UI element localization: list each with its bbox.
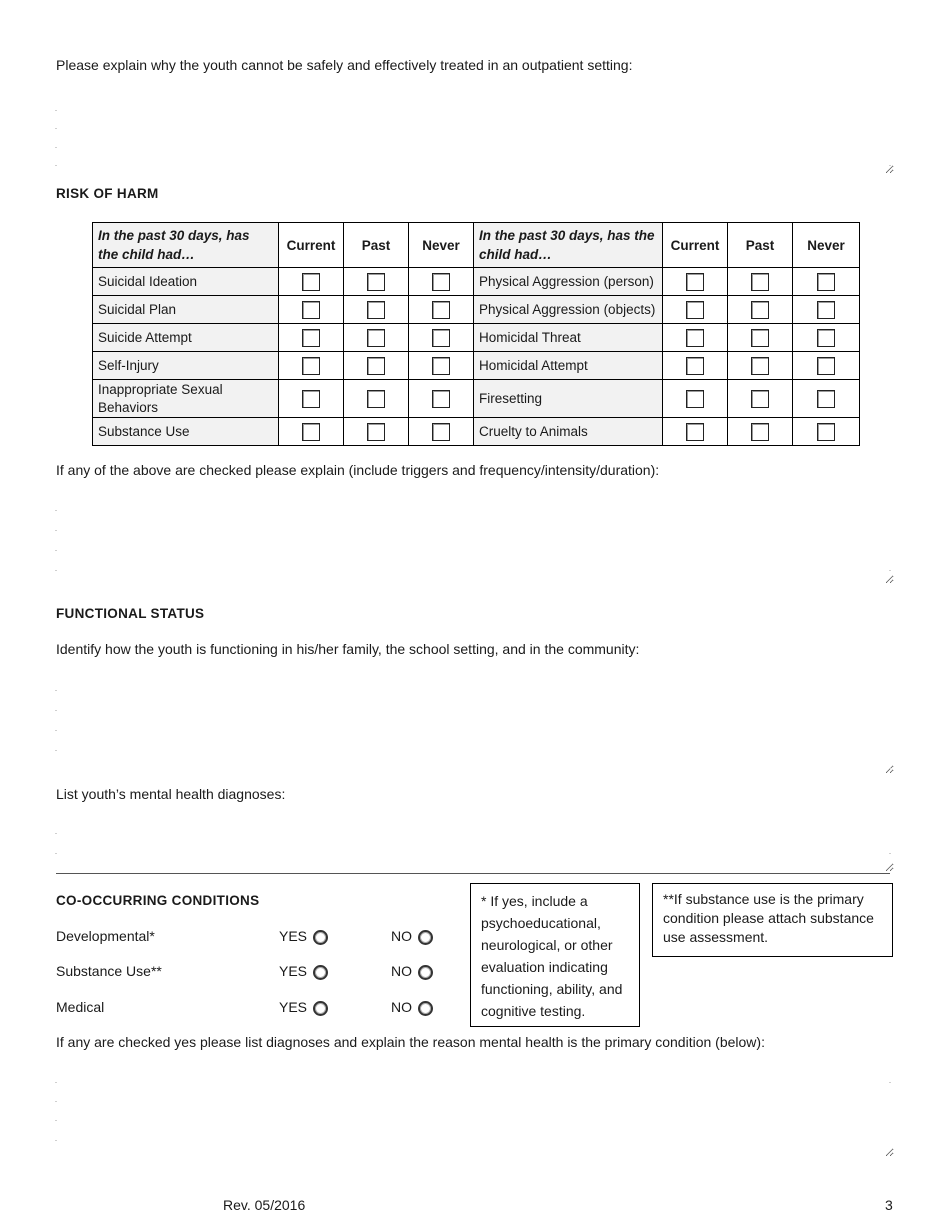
risk-item-right: Homicidal Threat: [474, 324, 663, 352]
condition-medical-label: Medical: [56, 999, 105, 1015]
developmental-note-box: * If yes, include a psychoeducational, neurological, or other evaluation indicating functioning, ability, and cognitive testing.: [470, 883, 640, 1027]
yes-label: YES: [279, 963, 308, 979]
never-checkbox[interactable]: [432, 423, 450, 441]
risk-item-right: Firesetting: [474, 380, 663, 418]
current-checkbox[interactable]: [302, 390, 320, 408]
never-checkbox[interactable]: [432, 301, 450, 319]
diagnoses-prompt: List youth’s mental health diagnoses:: [56, 786, 286, 802]
functional-status-heading: FUNCTIONAL STATUS: [56, 606, 205, 621]
past-checkbox[interactable]: [751, 329, 769, 347]
developmental-yes: [279, 928, 328, 945]
field-dot: [55, 1140, 57, 1141]
risk-header-past-left: Past: [344, 223, 409, 268]
table-row: [93, 296, 860, 324]
no-label: NO: [391, 963, 412, 979]
field-dot: [55, 147, 57, 148]
current-checkbox[interactable]: [302, 423, 320, 441]
substance-no: [391, 963, 433, 980]
field-dot: [55, 710, 57, 711]
substance-note-box: **If substance use is the primary condition please attach substance use assessment.: [652, 883, 893, 957]
never-checkbox[interactable]: [432, 329, 450, 347]
past-checkbox[interactable]: [751, 301, 769, 319]
no-label: NO: [391, 999, 412, 1015]
functional-status-field[interactable]: [56, 675, 894, 774]
field-dot: [55, 570, 57, 571]
risk-item-right: Cruelty to Animals: [474, 418, 663, 446]
current-checkbox[interactable]: [686, 390, 704, 408]
risk-item-left: Inappropriate Sexual Behaviors: [93, 380, 279, 418]
risk-item-left: Suicidal Plan: [93, 296, 279, 324]
risk-header-question-right: In the past 30 days, has the child had…: [474, 223, 663, 268]
table-row: [93, 418, 860, 446]
yes-label: YES: [279, 999, 308, 1015]
table-row: [93, 352, 860, 380]
past-checkbox[interactable]: [751, 273, 769, 291]
current-checkbox[interactable]: [686, 357, 704, 375]
medical-no-radio[interactable]: [418, 1001, 433, 1016]
risk-header-current-left: Current: [279, 223, 344, 268]
never-checkbox[interactable]: [817, 390, 835, 408]
risk-explain-prompt: If any of the above are checked please explain (include triggers and frequency/intensity/duration):: [56, 462, 660, 478]
divider: [56, 873, 890, 874]
field-dot: [889, 853, 891, 854]
field-dot: [55, 750, 57, 751]
risk-header-current-right: Current: [663, 223, 728, 268]
past-checkbox[interactable]: [751, 357, 769, 375]
co-occurring-explain-field[interactable]: [56, 1068, 894, 1157]
medical-no: [391, 999, 433, 1016]
developmental-yes-radio[interactable]: [313, 930, 328, 945]
condition-developmental-label: Developmental*: [56, 928, 155, 944]
outpatient-prompt: Please explain why the youth cannot be safely and effectively treated in an outpatient setting:: [56, 57, 633, 73]
risk-header-never-left: Never: [409, 223, 474, 268]
risk-item-right: Homicidal Attempt: [474, 352, 663, 380]
field-dot: [55, 110, 57, 111]
field-dot: [889, 1082, 891, 1083]
condition-substance-label: Substance Use**: [56, 963, 162, 979]
current-checkbox[interactable]: [302, 273, 320, 291]
field-dot: [55, 690, 57, 691]
field-dot: [55, 1101, 57, 1102]
field-dot: [889, 570, 891, 571]
current-checkbox[interactable]: [686, 273, 704, 291]
substance-no-radio[interactable]: [418, 965, 433, 980]
never-checkbox[interactable]: [817, 329, 835, 347]
never-checkbox[interactable]: [817, 423, 835, 441]
developmental-no-radio[interactable]: [418, 930, 433, 945]
past-checkbox[interactable]: [367, 357, 385, 375]
functional-status-prompt: Identify how the youth is functioning in his/her family, the school setting, and in the community:: [56, 641, 640, 657]
risk-header-never-right: Never: [793, 223, 860, 268]
never-checkbox[interactable]: [432, 273, 450, 291]
medical-yes-radio[interactable]: [313, 1001, 328, 1016]
field-dot: [889, 768, 891, 769]
page-number: 3: [885, 1197, 893, 1213]
field-dot: [55, 730, 57, 731]
table-row: [93, 324, 860, 352]
risk-item-right: Physical Aggression (person): [474, 268, 663, 296]
risk-item-left: Suicidal Ideation: [93, 268, 279, 296]
substance-yes-radio[interactable]: [313, 965, 328, 980]
current-checkbox[interactable]: [302, 301, 320, 319]
never-checkbox[interactable]: [817, 301, 835, 319]
risk-of-harm-table: [92, 222, 860, 446]
field-dot: [55, 550, 57, 551]
risk-header-question-left: In the past 30 days, has the child had…: [93, 223, 279, 268]
medical-yes: [279, 999, 328, 1016]
developmental-no: [391, 928, 433, 945]
co-occurring-explain-prompt: If any are checked yes please list diagnoses and explain the reason mental health is the primary condition (below):: [56, 1034, 765, 1050]
diagnoses-field[interactable]: [56, 818, 894, 872]
table-row: [93, 380, 860, 418]
never-checkbox[interactable]: [432, 390, 450, 408]
past-checkbox[interactable]: [751, 390, 769, 408]
past-checkbox[interactable]: [367, 390, 385, 408]
past-checkbox[interactable]: [367, 301, 385, 319]
field-dot: [55, 1082, 57, 1083]
no-label: NO: [391, 928, 412, 944]
field-dot: [55, 165, 57, 166]
yes-label: YES: [279, 928, 308, 944]
field-dot: [55, 833, 57, 834]
field-dot: [55, 510, 57, 511]
substance-yes: [279, 963, 328, 980]
current-checkbox[interactable]: [686, 301, 704, 319]
past-checkbox[interactable]: [367, 423, 385, 441]
past-checkbox[interactable]: [751, 423, 769, 441]
co-occurring-heading: CO-OCCURRING CONDITIONS: [56, 893, 260, 908]
field-dot: [55, 128, 57, 129]
current-checkbox[interactable]: [302, 357, 320, 375]
risk-header-past-right: Past: [728, 223, 793, 268]
field-dot: [55, 853, 57, 854]
risk-item-left: Suicide Attempt: [93, 324, 279, 352]
never-checkbox[interactable]: [817, 357, 835, 375]
table-row: [93, 268, 860, 296]
current-checkbox[interactable]: [302, 329, 320, 347]
never-checkbox[interactable]: [817, 273, 835, 291]
past-checkbox[interactable]: [367, 329, 385, 347]
field-dot: [889, 165, 891, 166]
current-checkbox[interactable]: [686, 423, 704, 441]
never-checkbox[interactable]: [432, 357, 450, 375]
risk-item-left: Self-Injury: [93, 352, 279, 380]
risk-of-harm-heading: RISK OF HARM: [56, 186, 159, 201]
past-checkbox[interactable]: [367, 273, 385, 291]
risk-item-right: Physical Aggression (objects): [474, 296, 663, 324]
field-dot: [55, 1120, 57, 1121]
risk-explain-field[interactable]: [56, 495, 894, 584]
current-checkbox[interactable]: [686, 329, 704, 347]
field-dot: [55, 530, 57, 531]
outpatient-answer-field[interactable]: [56, 90, 894, 174]
risk-item-left: Substance Use: [93, 418, 279, 446]
revision-date: Rev. 05/2016: [223, 1197, 306, 1213]
